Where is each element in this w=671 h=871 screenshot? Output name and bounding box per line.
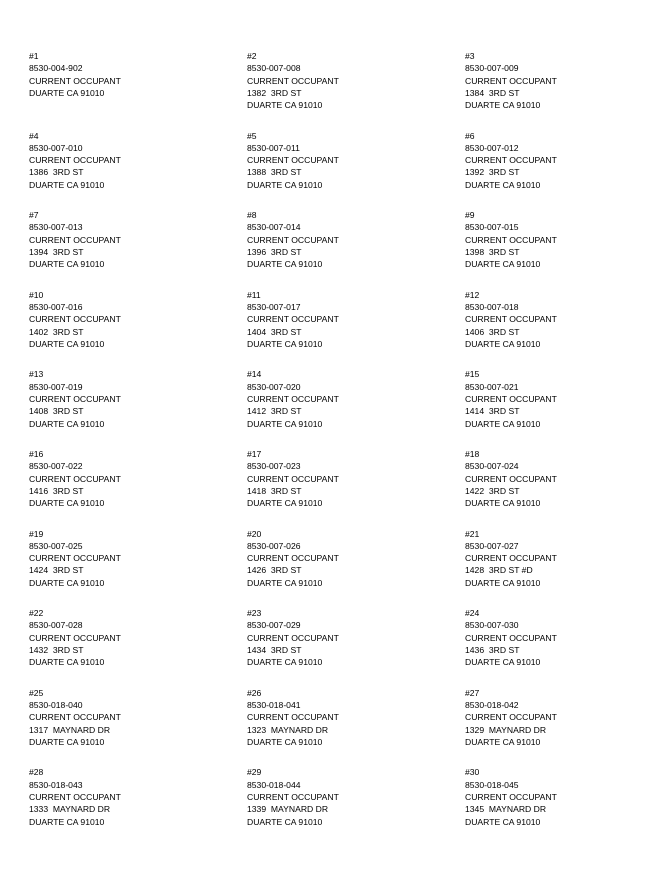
street-address: 1345 MAYNARD DR (465, 804, 547, 815)
city-state-zip: DUARTE CA 91010 (465, 259, 541, 270)
address-label (29, 766, 247, 846)
recipient-name: CURRENT OCCUPANT (247, 393, 339, 404)
address-label (465, 687, 649, 767)
recipient-name: CURRENT OCCUPANT (247, 473, 339, 484)
street-address: 1339 MAYNARD DR (247, 804, 329, 815)
recipient-name: CURRENT OCCUPANT (465, 553, 557, 564)
city-state-zip: DUARTE CA 91010 (465, 816, 541, 827)
label-number: #3 (465, 51, 475, 61)
street-address: 1386 3RD ST (29, 167, 84, 178)
street-address: 1382 3RD ST (247, 87, 302, 98)
recipient-name: CURRENT OCCUPANT (465, 632, 557, 643)
recipient-name: CURRENT OCCUPANT (465, 393, 557, 404)
address-label (29, 289, 247, 369)
label-number: #27 (465, 687, 480, 698)
address-label (247, 687, 465, 767)
city-state-zip: DUARTE CA 91010 (247, 498, 323, 509)
address-label (29, 130, 247, 210)
parcel-number: 8530-007-015 (465, 222, 519, 233)
city-state-zip: DUARTE CA 91010 (29, 259, 105, 270)
street-address: 1406 3RD ST (465, 326, 520, 337)
parcel-number: 8530-007-008 (247, 63, 301, 74)
parcel-number: 8530-007-019 (29, 381, 83, 392)
label-number: #17 (247, 448, 262, 459)
street-address: 1434 3RD ST (247, 645, 302, 656)
city-state-zip: DUARTE CA 91010 (247, 418, 323, 429)
recipient-name: CURRENT OCCUPANT (29, 791, 121, 802)
label-number: #30 (465, 767, 480, 778)
street-address: 1412 3RD ST (247, 406, 302, 417)
address-label (29, 209, 247, 289)
parcel-number: 8530-007-026 (247, 540, 301, 551)
parcel-number: 8530-018-043 (29, 779, 83, 790)
address-label (247, 528, 465, 608)
street-address: 1416 3RD ST (29, 485, 84, 496)
city-state-zip: DUARTE CA 91010 (465, 657, 541, 668)
recipient-name: CURRENT OCCUPANT (465, 712, 557, 723)
label-number: #29 (247, 767, 262, 778)
city-state-zip: DUARTE CA 91010 (465, 338, 541, 349)
address-label (465, 50, 649, 130)
street-address: 1329 MAYNARD DR (465, 724, 547, 735)
parcel-number: 8530-018-040 (29, 700, 83, 711)
label-number: #19 (29, 528, 44, 539)
address-label (29, 607, 247, 687)
label-number: #23 (247, 608, 262, 619)
label-number: #22 (29, 608, 44, 619)
address-label (465, 209, 649, 289)
address-label (247, 130, 465, 210)
recipient-name: CURRENT OCCUPANT (465, 791, 557, 802)
address-label (465, 528, 649, 608)
recipient-name: CURRENT OCCUPANT (465, 155, 557, 166)
label-number: #13 (29, 369, 44, 380)
recipient-name: CURRENT OCCUPANT (29, 314, 121, 325)
city-state-zip: DUARTE CA 91010 (465, 498, 541, 509)
recipient-name: CURRENT OCCUPANT (247, 791, 339, 802)
city-state-zip: DUARTE CA 91010 (29, 577, 105, 588)
parcel-number: 8530-004-902 (29, 63, 83, 74)
street-address: 1392 3RD ST (465, 167, 520, 178)
recipient-name: CURRENT OCCUPANT (465, 314, 557, 325)
parcel-number: 8530-007-013 (29, 222, 83, 233)
address-label (29, 368, 247, 448)
city-state-zip: DUARTE CA 91010 (247, 816, 323, 827)
city-state-zip: DUARTE CA 91010 (247, 736, 323, 747)
parcel-number: 8530-007-028 (29, 620, 83, 631)
city-state-zip: DUARTE CA 91010 (29, 816, 105, 827)
parcel-number: 8530-018-045 (465, 779, 519, 790)
street-address: 1323 MAYNARD DR (247, 724, 329, 735)
city-state-zip: DUARTE CA 91010 (465, 100, 541, 111)
recipient-name: CURRENT OCCUPANT (29, 234, 121, 245)
recipient-name: CURRENT OCCUPANT (29, 473, 121, 484)
street-address: 1394 3RD ST (29, 247, 84, 258)
street-address: 1432 3RD ST (29, 645, 84, 656)
label-number: #6 (465, 130, 475, 141)
city-state-zip: DUARTE CA 91010 (29, 338, 105, 349)
street-address: 1408 3RD ST (29, 406, 84, 417)
parcel-number: 8530-007-016 (29, 302, 83, 313)
label-number: #21 (465, 528, 480, 539)
recipient-name: CURRENT OCCUPANT (247, 632, 339, 643)
city-state-zip: DUARTE CA 91010 (29, 179, 105, 190)
label-number: #12 (465, 289, 480, 300)
mailing-label-sheet (29, 50, 649, 846)
parcel-number: 8530-018-041 (247, 700, 301, 711)
street-address: 1422 3RD ST (465, 485, 520, 496)
parcel-number: 8530-007-022 (29, 461, 83, 472)
parcel-number: 8530-007-023 (247, 461, 301, 472)
recipient-name: CURRENT OCCUPANT (29, 75, 121, 86)
label-number: #26 (247, 687, 262, 698)
street-address: 1426 3RD ST (247, 565, 302, 576)
address-label (247, 607, 465, 687)
street-address: 1384 3RD ST (465, 87, 520, 98)
parcel-number: 8530-007-010 (29, 142, 83, 153)
recipient-name: CURRENT OCCUPANT (465, 75, 557, 86)
parcel-number: 8530-007-011 (247, 142, 300, 153)
label-number: #28 (29, 767, 44, 778)
recipient-name: CURRENT OCCUPANT (247, 314, 339, 325)
street-address: 1428 3RD ST #D (465, 565, 533, 576)
recipient-name: CURRENT OCCUPANT (465, 473, 557, 484)
address-label (29, 50, 247, 130)
label-number: #18 (465, 448, 480, 459)
city-state-zip: DUARTE CA 91010 (247, 179, 323, 190)
street-address: 1424 3RD ST (29, 565, 84, 576)
label-number: #14 (247, 369, 262, 380)
label-number: #7 (29, 210, 39, 221)
city-state-zip: DUARTE CA 91010 (29, 418, 105, 429)
label-number: #9 (465, 210, 475, 221)
city-state-zip: DUARTE CA 91010 (29, 736, 105, 747)
label-number: #8 (247, 210, 257, 221)
address-label (465, 448, 649, 528)
street-address: 1436 3RD ST (465, 645, 520, 656)
recipient-name: CURRENT OCCUPANT (247, 75, 339, 86)
recipient-name: CURRENT OCCUPANT (29, 632, 121, 643)
recipient-name: CURRENT OCCUPANT (29, 155, 121, 166)
parcel-number: 8530-007-014 (247, 222, 301, 233)
street-address: 1404 3RD ST (247, 326, 302, 337)
city-state-zip: DUARTE CA 91010 (465, 577, 541, 588)
city-state-zip: DUARTE CA 91010 (465, 736, 541, 747)
address-label (247, 766, 465, 846)
recipient-name: CURRENT OCCUPANT (29, 393, 121, 404)
recipient-name: CURRENT OCCUPANT (29, 553, 121, 564)
address-label (247, 289, 465, 369)
city-state-zip: DUARTE CA 91010 (247, 577, 323, 588)
label-number: #10 (29, 289, 44, 300)
address-label (247, 368, 465, 448)
address-label (465, 368, 649, 448)
label-number: #16 (29, 448, 44, 459)
city-state-zip: DUARTE CA 91010 (465, 179, 541, 190)
parcel-number: 8530-007-021 (465, 381, 519, 392)
label-number: #20 (247, 528, 262, 539)
parcel-number: 8530-018-042 (465, 700, 519, 711)
recipient-name: CURRENT OCCUPANT (29, 712, 121, 723)
address-label (29, 687, 247, 767)
address-label (247, 209, 465, 289)
address-label (247, 50, 465, 130)
city-state-zip: DUARTE CA 91010 (29, 87, 105, 98)
recipient-name: CURRENT OCCUPANT (247, 553, 339, 564)
city-state-zip: DUARTE CA 91010 (29, 498, 105, 509)
parcel-number: 8530-007-024 (465, 461, 519, 472)
city-state-zip: DUARTE CA 91010 (247, 657, 323, 668)
label-number: #4 (29, 130, 39, 141)
label-number: #15 (465, 369, 480, 380)
street-address: 1402 3RD ST (29, 326, 84, 337)
parcel-number: 8530-007-025 (29, 540, 83, 551)
address-label (29, 448, 247, 528)
street-address: 1396 3RD ST (247, 247, 302, 258)
street-address: 1418 3RD ST (247, 485, 302, 496)
city-state-zip: DUARTE CA 91010 (247, 338, 323, 349)
address-label (465, 607, 649, 687)
address-label (465, 130, 649, 210)
city-state-zip: DUARTE CA 91010 (247, 100, 323, 111)
parcel-number: 8530-007-017 (247, 302, 301, 313)
city-state-zip: DUARTE CA 91010 (29, 657, 105, 668)
recipient-name: CURRENT OCCUPANT (247, 155, 339, 166)
parcel-number: 8530-007-029 (247, 620, 301, 631)
parcel-number: 8530-007-009 (465, 63, 519, 74)
label-number: #25 (29, 687, 44, 698)
city-state-zip: DUARTE CA 91010 (465, 418, 541, 429)
parcel-number: 8530-007-012 (465, 142, 519, 153)
street-address: 1333 MAYNARD DR (29, 804, 111, 815)
address-label (29, 528, 247, 608)
recipient-name: CURRENT OCCUPANT (465, 234, 557, 245)
parcel-number: 8530-007-030 (465, 620, 519, 631)
parcel-number: 8530-007-020 (247, 381, 301, 392)
parcel-number: 8530-018-044 (247, 779, 301, 790)
address-label (465, 766, 649, 846)
street-address: 1414 3RD ST (465, 406, 520, 417)
recipient-name: CURRENT OCCUPANT (247, 234, 339, 245)
label-number: #5 (247, 130, 257, 141)
label-number: #11 (247, 289, 261, 300)
street-address: 1388 3RD ST (247, 167, 302, 178)
address-label (465, 289, 649, 369)
city-state-zip: DUARTE CA 91010 (247, 259, 323, 270)
street-address: 1398 3RD ST (465, 247, 520, 258)
label-number: #2 (247, 51, 257, 61)
parcel-number: 8530-007-018 (465, 302, 519, 313)
address-label (247, 448, 465, 528)
parcel-number: 8530-007-027 (465, 540, 519, 551)
recipient-name: CURRENT OCCUPANT (247, 712, 339, 723)
street-address: 1317 MAYNARD DR (29, 724, 111, 735)
label-number: #24 (465, 608, 480, 619)
label-number: #1 (29, 51, 39, 61)
